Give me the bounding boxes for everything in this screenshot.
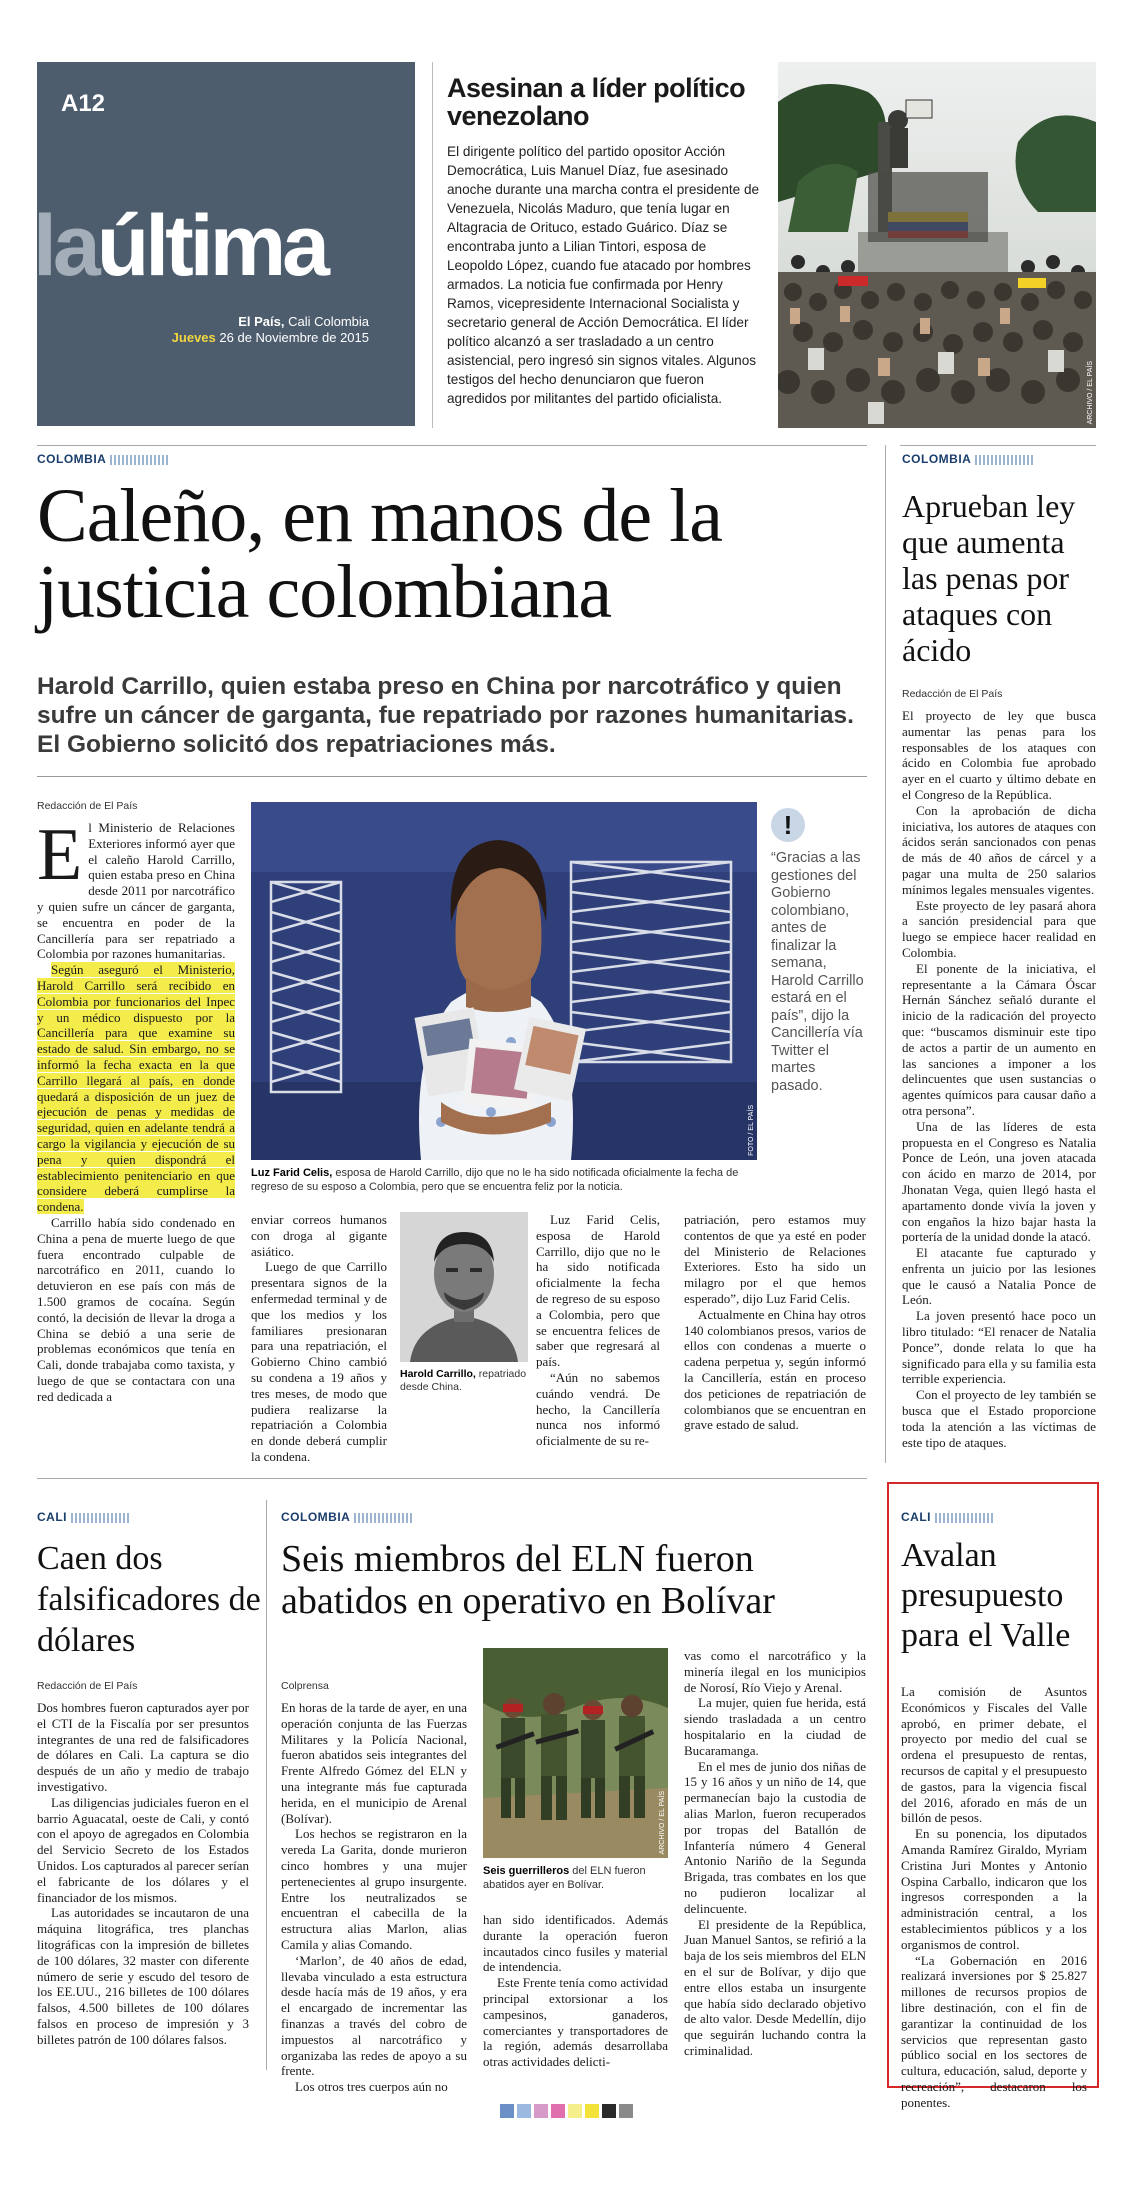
luz-farid-caption-name: Luz Farid Celis,: [251, 1167, 333, 1179]
main-story-column-1: [37, 814, 235, 1404]
top-story-body: El dirigente político del partido opositor Acción Democrática, Luis Manuel Díaz, fue asesinado anoche durante una marcha contra el presidente de Venezuela, Nicolás Maduro, que tenía lugar en Altagracia de Orituco, estado Guárico. Díaz se encontraba junto a Lilian Tintori, esposa de Leopoldo López, cuando fue atacado por hombres armados. La noticia fue confirmada por Henry Ramos, vicepresidente Internacional Socialista y secretario general de Acción Democrática. El líder político alcanzó a ser trasladado a un centro asistencial, pero ingresó sin signos vitales. Algunos testigos del hecho denunciaron que fueron agredidos por militantes del partido oficialista.: [447, 144, 760, 406]
main-story-paragraph-4: enviar correos humanos con droga al gigante asiático.: [251, 1212, 387, 1259]
eln-story-paragraph-3: ‘Marlon’, de 40 años de edad, llevaba vinculado a esta estructura desde hacía más de 19 años, y era el encargado de incrementar las finanzas a través del cobro de impuestos al narcotráfico y organizaba las redes de apoyo a su frente.: [281, 1952, 467, 2079]
luz-farid-caption-text: esposa de Harold Carrillo, dijo que no le ha sido notificada oficialmente la fecha de regreso de su esposo a Colombia, pero que se encuentra feliz por la noticia.: [251, 1167, 739, 1193]
print-color-bar: [500, 2104, 633, 2118]
top-story-headline: Asesinan a líder político venezolano: [447, 73, 746, 131]
main-story-subhead: Harold Carrillo, quien estaba preso en China por narcotráfico y quien sufre un cáncer de garganta, fue repatriado por razones humanitarias. El Gobierno solicitó dos repatriaciones más.: [37, 673, 854, 758]
acid-story-paragraph-6: El atacante fue capturado y enfrenta un juicio por las lesiones que le causó a Natalia Ponce de León.: [902, 1245, 1096, 1308]
eln-story-column-3: [684, 1648, 866, 2059]
color-swatch: [551, 2104, 565, 2118]
acid-story-paragraph-8: Con el proyecto de ley también se busca que el Estado proporcione toda la atención a las víctimas de este tipo de ataques.: [902, 1387, 1096, 1450]
masthead-date-line: [172, 330, 369, 345]
acid-story-paragraph-5: Una de las líderes de esta propuesta en el Congreso es Natalia Ponce de León, una joven atacada con ácido en marzo de 2014, por Jhonatan Vega, quien llegó hasta el apartamento donde vivía la joven y con engaños la hizo bajar hasta la portería de la unidad donde la atacó.: [902, 1118, 1096, 1245]
harold-carrillo-caption: [400, 1368, 530, 1394]
main-story-headline: Caleño, en manos de la justicia colombiana: [37, 474, 723, 634]
eln-story-paragraph-1: En horas de la tarde de ayer, en una operación conjunta de las Fuerzas Militares y la Policía Nacional, fueron abatidos seis integrantes del Frente Alfredo Gómez del ELN y una integrante más fue capturada herida, en el municipio de Arenal (Bolívar).: [281, 1700, 467, 1826]
pull-quote: “Gracias a las gestiones del Gobierno colombiano, antes de finalizar la semana, Harold Carrillo estará en el país”, dijo la Cancillería vía Twitter el martes pasado.: [771, 850, 864, 1094]
harold-caption-name: Harold Carrillo,: [400, 1368, 476, 1380]
eln-story-paragraph-5: han sido identificados. Además durante la operación fueron incautados cinco fusiles y material de intendencia.: [483, 1912, 668, 1975]
main-story-paragraph-5: Luego de que Carrillo presentara signos de la enfermedad terminal y de que los medios y los familiares presionaran para una repatriación, el Gobierno Chino cambió su condena a 19 años y tres meses, de modo que pudiera realizarse la repatriación a Colombia en donde deberá cumplir la condena.: [251, 1259, 387, 1464]
acid-story-paragraph-1: El proyecto de ley que busca aumentar las penas para los responsables de los ataques con ácido en Colombia fue aprobado ayer en el cuarto y último debate en el Congreso de la República.: [902, 708, 1096, 802]
acid-story-paragraph-3: Este proyecto de ley pasará ahora a sanción presidencial para que luego se empiece hacer realidad en Colombia.: [902, 897, 1096, 960]
main-story-paragraph-8: patriación, pero estamos muy contentos de que ya esté en poder del Ministerio de Relaciones Exteriores. Esto ha sido un milagro por el que hemos esperado”, dijo Luz Farid Celis.: [684, 1212, 866, 1306]
eln-story-paragraph-9: En el mes de junio dos niñas de 15 y 16 años y un niño de 14, que permanecían bajo la custodia de alias Marlon, fueron recuperados por tropas del Batallón de Infantería número 4 General Antonio Nariño de la Segunda Brigada, tras combates en los que no pudieron localizar al delincuente.: [684, 1758, 866, 1916]
color-swatch: [602, 2104, 616, 2118]
section-title-prefix: la: [33, 198, 97, 294]
masthead-city: Cali Colombia: [288, 314, 369, 329]
eln-story-paragraph-6: Este Frente tenía como actividad principal extorsionar a los campesinos, ganaderos, comerciantes y transportadores de la región, además desarrollaba otras actividades delicti-: [483, 1975, 668, 2070]
counterfeit-story-body: [37, 1700, 249, 2048]
budget-story-paragraph-1: La comisión de Asuntos Económicos y Fiscales del Valle aprobó, en primer debate, el proyecto por medio del cual se ordena el presupuesto de rentas, recursos de capital y el presupuesto de gastos, para la vigencia fiscal del 2016, aforado en más de un billón de pesos.: [901, 1684, 1087, 1826]
luz-farid-photo-credit: FOTO / EL PAÍS: [748, 1105, 755, 1156]
color-swatch: [585, 2104, 599, 2118]
eln-guerrillas-photo-illustration: [483, 1648, 668, 1858]
main-story-column-2: [251, 1212, 387, 1465]
masthead-paper-line: [238, 314, 369, 329]
main-story-paragraph-7: “Aún no sabemos cuándo vendrá. De hecho, la Cancillería nunca nos informó oficialmente de su re-: [536, 1369, 660, 1449]
counterfeit-story-headline: Caen dos falsificadores de dólares: [37, 1540, 261, 1659]
acid-story-paragraph-2: Con la aprobación de dicha iniciativa, los autores de ataques con ácidos serán sancionados con penas de más de 40 años de cárcel y a pagar una multa de 250 salarios mínimos legales mensuales vigentes.: [902, 802, 1096, 897]
main-story-paragraph-2-highlighted: Según aseguró el Ministerio, Harold Carrillo será recibido en Colombia por funcionarios del Inpec y un médico dispuesto por la Cancillería para que examine su estado de salud. Sin embargo, no se informó la fecha exacta en la que Carrillo llegará al país, en donde quedará a disposición de un juez de ejecución de penas y medidas de seguridad, quien en adelante tendrá a cargo la vigilancia y ejecución de su pena y quien dispondrá el establecimiento penitenciario en que considere deberá cumplirse la condena.: [37, 962, 235, 1215]
budget-story-body: [901, 1684, 1087, 2111]
eln-story-column-2: [483, 1912, 668, 2070]
rally-photo-illustration: [778, 62, 1096, 428]
quote-icon: !: [771, 808, 805, 842]
eln-story-headline: Seis miembros del ELN fueron abatidos en operativo en Bolívar: [281, 1538, 775, 1622]
acid-story-byline: Redacción de El País: [902, 688, 1003, 700]
main-story-dropcap: E: [37, 814, 83, 896]
eln-guerrillas-photo: [483, 1648, 668, 1858]
budget-story-headline: Avalan presupuesto para el Valle: [901, 1537, 1071, 1654]
main-story-paragraph-6: Luz Farid Celis, esposa de Harold Carrillo, dijo que no le ha sido notificada oficialmente la fecha de regreso de su esposo a Colombia, pero que se encuentra felices de saber que regresará al país.: [536, 1212, 660, 1370]
counterfeit-story-paragraph-1: Dos hombres fueron capturados ayer por el CTI de la Fiscalía por ser presuntos integrantes de una red de falsificadores de dólares en Cali. La captura se dio después de un año y medio de trabajo investigativo.: [37, 1700, 249, 1794]
main-story-paragraph-1: l Ministerio de Relaciones Exteriores informó ayer que el caleño Harold Carrillo, quien estaba preso en China desde 2011 por narcotráfico y quien sufre un cáncer de garganta, se encuentra en poder de la Cancillería para ser repatriado a Colombia por razones humanitarias.: [37, 820, 235, 962]
harold-caption-text: repatriado desde China.: [400, 1368, 527, 1393]
eln-photo-caption: [483, 1864, 668, 1892]
eln-story-paragraph-7: vas como el narcotráfico y la minería ilegal en los municipios de Norosí, Río Viejo y Arenal.: [684, 1648, 866, 1695]
counterfeit-story-section-label: CALI: [37, 1510, 131, 1524]
color-swatch: [619, 2104, 633, 2118]
eln-caption-text: del ELN fueron abatidos ayer en Bolívar.: [483, 1865, 646, 1891]
section-title-main: última: [96, 198, 326, 294]
counterfeit-story-paragraph-3: Las autoridades se incautaron de una máquina litográfica, tres planchas litográficas con la impresión de billetes de 100 dólares, 32 master con diferente número de serie y escudo del tesoro de los EE.UU., 216 billetes de 100 dólares falsos, 4.500 billetes de 100 dólares falsos en proceso de impresión y 3 billetes patrón de 100 dólares falsos.: [37, 1905, 249, 2047]
eln-photo-credit: ARCHIVO / EL PAÍS: [659, 1790, 666, 1854]
rally-photo: [778, 62, 1096, 428]
color-swatch: [534, 2104, 548, 2118]
main-story-column-4: [684, 1212, 866, 1433]
eln-story-paragraph-10: El presidente de la República, Juan Manuel Santos, se refirió a la baja de los seis miembros del ELN en el sur de Bolívar, y dijo que entre ellos estaba un insurgente que había sido declarado objetivo de alto valor. Desde Medellín, dijo que seguirán luchando contra la criminalidad.: [684, 1916, 866, 2058]
rally-photo-credit: ARCHIVO / EL PAÍS: [1087, 360, 1094, 424]
main-story-byline: Redacción de El País: [37, 800, 138, 812]
main-story-section-label: COLOMBIA: [37, 452, 170, 466]
eln-story-paragraph-2: Los hechos se registraron en la vereda La Garita, donde murieron cinco hombres y una mujer pertenecientes al grupo insurgente. Entre los neutralizados se encuentran el cabecilla de la estructura alias Marlon, alias Camila y alias Comando.: [281, 1826, 467, 1952]
main-story-paragraph-9: Actualmente en China hay otros 140 colombianos presos, varios de ellos con condenas a muerte o cadena perpetua y, según informó la Cancillería, están en proceso dos peticiones de repatriación de colombianos que se encuentran en grave estado de salud.: [684, 1306, 866, 1433]
color-swatch: [517, 2104, 531, 2118]
color-swatch: [500, 2104, 514, 2118]
masthead-date: 26 de Noviembre de 2015: [219, 330, 369, 345]
counterfeit-story-paragraph-2: Las diligencias judiciales fueron en el barrio Aguacatal, oeste de Cali, y contó con el apoyo de agregados en Colombia del Servicio Secreto de los Estados Unidos. Los capturados al parecer serían el fabricante de los dólares y el financiador de los mismos.: [37, 1794, 249, 1905]
main-story-paragraph-3: Carrillo había sido condenado en China a pena de muerte luego de que fuera encontrado culpable de narcotráfico en 2011, cuando lo detuvieron en ese país con más de 1.500 gramos de cocaína. Según contó, la decisión de llevar la droga a China se debió a una serie de problemas económicos que tenía en Cali, donde trabajaba como taxista, y luego de que se contactara con una red dedicada a: [37, 1214, 235, 1404]
color-swatch: [568, 2104, 582, 2118]
eln-story-byline: Colprensa: [281, 1680, 329, 1692]
budget-story-paragraph-2: En su ponencia, los diputados Amanda Ramírez Giraldo, Myriam Cristina Juri Montes y Antonio Ospina Carballo, indicaron que los ingresos corresponden a la administración central, a los establecimientos públicos y a los organismos de control.: [901, 1826, 1087, 1952]
acid-story-section-label: COLOMBIA: [902, 452, 1035, 466]
eln-story-paragraph-4: Los otros tres cuerpos aún no: [295, 2079, 448, 2095]
budget-story-section-label: CALI: [901, 1510, 995, 1524]
section-title: [33, 198, 326, 294]
eln-caption-name: Seis guerrilleros: [483, 1865, 570, 1877]
masthead: [33, 62, 415, 426]
main-story-column-3: [536, 1212, 660, 1449]
acid-story-body: [902, 708, 1096, 1450]
acid-story-paragraph-4: El ponente de la iniciativa, el representante a la Cámara Óscar Hernán Sánchez señaló durante el inicio de la radicación del proyecto que: “buscamos disminuir este tipo de actos a partir de un aumento en las sanciones a imponer a los delincuentes que usen sustancias o agentes químicos para causar daño a otra persona”.: [902, 960, 1096, 1118]
luz-farid-photo-caption: [251, 1166, 757, 1194]
budget-story-paragraph-3: “La Gobernación en 2016 realizará inversiones por $ 25.827 millones de recursos propios de libre destinación, con el fin de garantizar la continuidad de los servicios que representan gasto público social en los sectores de cultura, educación, salud, deporte y recreación”, destacaron los ponentes.: [901, 1952, 1087, 2110]
luz-farid-photo: [251, 802, 757, 1160]
harold-carrillo-portrait-illustration: [400, 1212, 528, 1362]
eln-story-paragraph-8: La mujer, quien fue herida, está siendo trasladada a un centro hospitalario en la ciudad de Bucaramanga.: [684, 1695, 866, 1758]
luz-farid-photo-illustration: [251, 802, 757, 1160]
page-number: A12: [61, 90, 106, 117]
masthead-weekday: Jueves: [171, 330, 216, 345]
counterfeit-story-byline: Redacción de El País: [37, 1680, 138, 1692]
eln-story-column-1: [281, 1700, 467, 2095]
eln-story-section-label: COLOMBIA: [281, 1510, 414, 1524]
budget-story-frame: [887, 1482, 1099, 2110]
harold-carrillo-portrait: [400, 1212, 528, 1362]
acid-story-paragraph-7: La joven presentó hace poco un libro titulado: “El renacer de Natalia Ponce”, donde relata lo que ha significado para ella y su familia esta terrible experiencia.: [902, 1308, 1096, 1387]
acid-story-headline: Aprueban ley que aumenta las penas por ataques con ácido: [902, 488, 1076, 668]
masthead-paper: El País,: [238, 314, 285, 329]
